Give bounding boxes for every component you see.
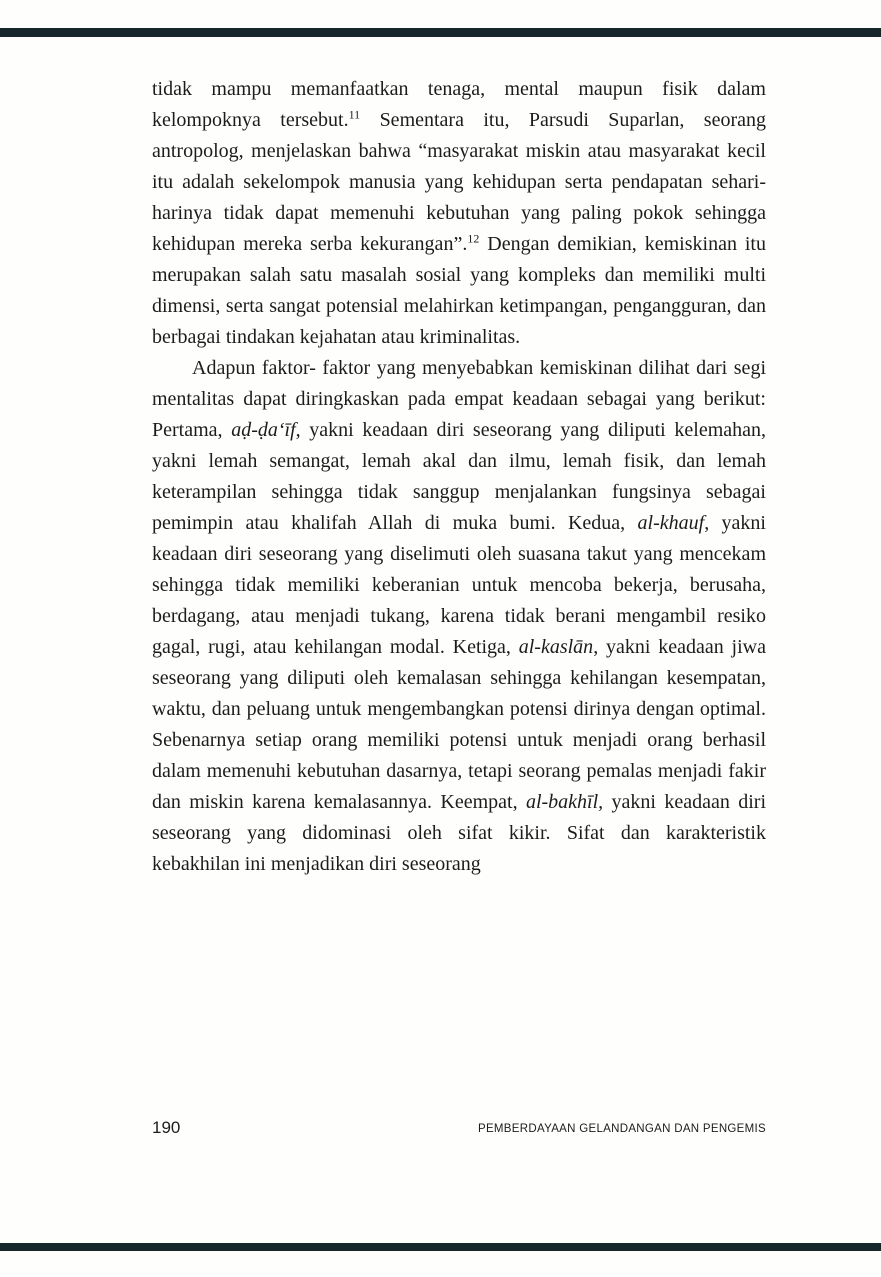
text-run: , yakni keadaan diri seseorang yang diliputi kelemahan, yakni lemah semangat, lemah akal dan ilmu, lemah fisik, dan lemah keterampilan sehingga tidak sanggup menjalankan fungsinya sebagai pemimpin atau khalifah Allah di muka bumi. Kedua, (152, 419, 767, 534)
footnote-marker: 12 (467, 231, 480, 246)
italic-term: al-kaslān (518, 636, 594, 658)
footnote-marker: 11 (348, 107, 361, 122)
text-run: Sementara itu, Parsudi Suparlan, seorang antropolog, menjelaskan bahwa “masyarakat miskin atau masyarakat kecil itu adalah sekelompok manusia yang kehidupan serta pendapatan sehari-harinya tidak dapat memenuhi kebutuhan yang paling pokok sehingga kehidupan mereka serba kekurangan”. (152, 109, 766, 255)
page-top-border (0, 28, 881, 37)
text-run: tidak mampu memanfaatkan tenaga, mental maupun fisik dalam kelompoknya tersebut. (152, 78, 766, 131)
text-run: , yakni keadaan jiwa seseorang yang diliputi oleh kemalasan sehingga kehilangan kesempatan, waktu, dan peluang untuk mengembangkan potensi dirinya dengan optimal. Sebenarnya setiap orang memiliki potensi untuk menjadi orang berhasil dalam memenuhi kebutuhan dasarnya, tetapi seorang pemalas menjadi fakir dan miskin karena kemalasannya. Keempat, (152, 636, 766, 813)
text-run: yakni keadaan diri seseorang yang didominasi oleh sifat kikir. Sifat dan karakteristik kebakhilan ini menjadikan diri seseorang (152, 791, 766, 875)
paragraph (152, 353, 766, 880)
page-bottom-border (0, 1243, 881, 1251)
text-run: Dengan demikian, kemiskinan itu merupakan salah satu masalah sosial yang kompleks dan memiliki multi dimensi, serta sangat potensial melahirkan ketimpangan, pengangguran, dan berbagai tindakan kejahatan atau kriminalitas. (152, 233, 766, 348)
italic-term: al-bakhīl, (525, 791, 604, 813)
page-number: 190 (152, 1118, 181, 1137)
text-run: , yakni keadaan diri seseorang yang diselimuti oleh suasana takut yang mencekam sehingga tidak memiliki keberanian untuk mencoba bekerja, berusaha, berdagang, atau menjadi tukang, karena tidak berani mengambil resiko gagal, rugi, atau kehilangan modal. Ketiga, (152, 512, 766, 658)
italic-term: al-khauf (637, 512, 705, 534)
italic-term: aḍ-ḍa‘īf (231, 419, 296, 441)
page-footer (152, 1118, 766, 1138)
running-title: PEMBERDAYAAN GELANDANGAN DAN PENGEMIS (477, 1123, 766, 1135)
text-run: Adapun faktor- faktor yang menyebabkan kemiskinan dilihat dari segi mentalitas dapat diringkaskan pada empat keadaan sebagai yang berikut: Pertama, (152, 357, 766, 441)
body-text (152, 74, 766, 880)
paragraph (152, 74, 766, 353)
